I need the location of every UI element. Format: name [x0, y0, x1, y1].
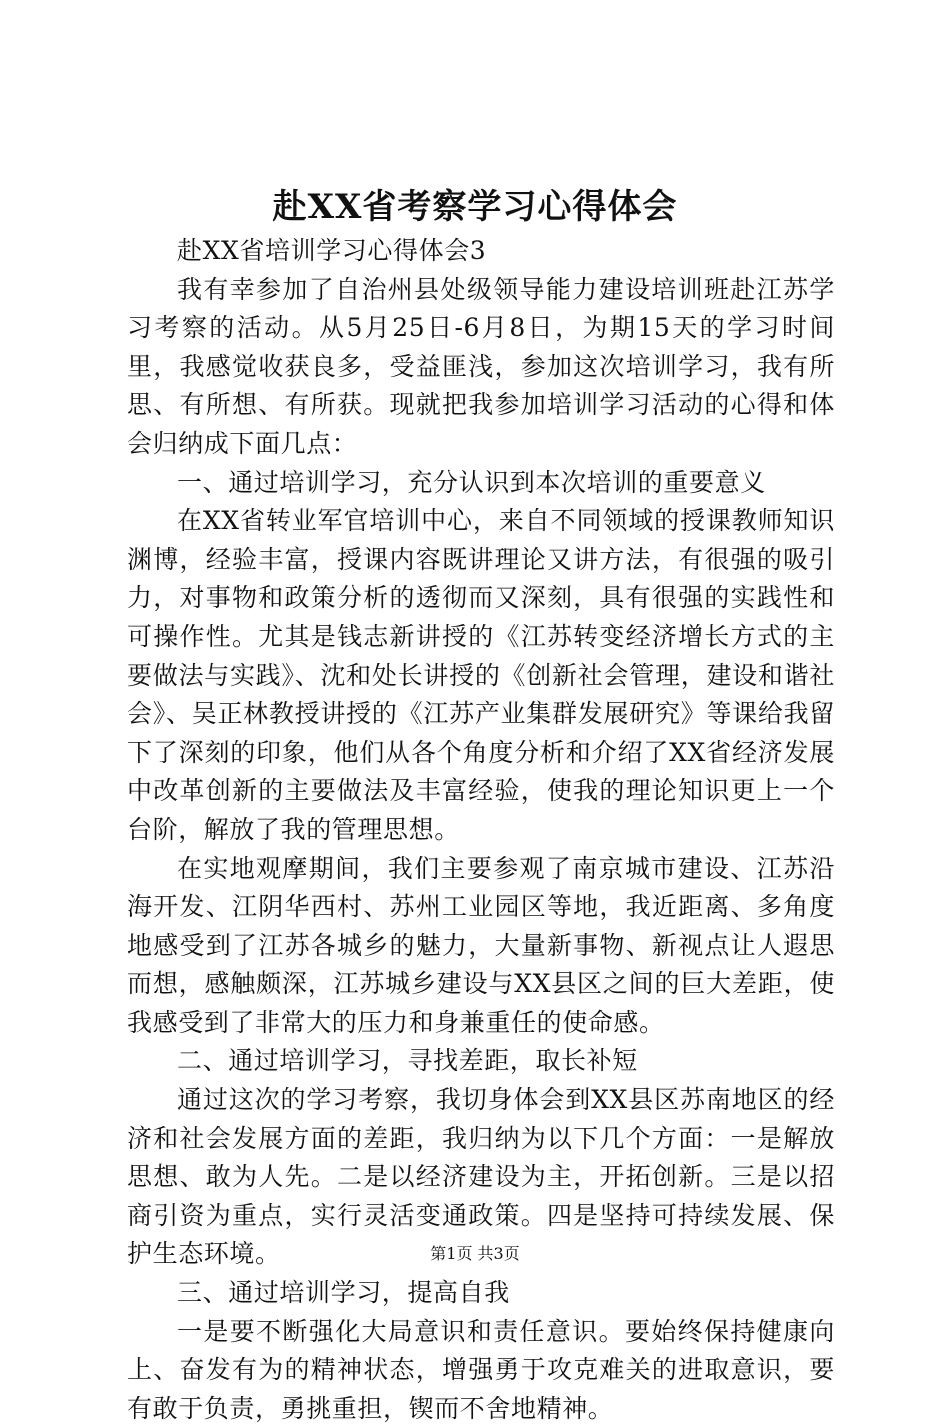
- body-paragraph: 在XX省转业军官培训中心，来自不同领域的授课教师知识渊博，经验丰富，授课内容既讲理论又讲方法，有很强的吸引力，对事物和政策分析的透彻而又深刻，具有很强的实践性和可操作性。尤其是钱志新讲授的《江苏转变经济增长方式的主要做法与实践》、沈和处长讲授的《创新社会管理，建设和谐社会》、吴正林教授讲授的《江苏产业集群发展研究》等课给我留下了深刻的印象，他们从各个角度分析和介绍了XX省经济发展中改革创新的主要做法及丰富经验，使我的理论知识更上一个台阶，解放了我的管理思想。: [127, 506, 835, 844]
- document-title: 赴XX省考察学习心得体会: [272, 187, 678, 227]
- body-paragraph: 在实地观摩期间，我们主要参观了南京城市建设、江苏沿海开发、江阴华西村、苏州工业园区等地，我近距离、多角度地感受到了江苏各城乡的魅力，大量新事物、新视点让人遐思而想，感触颇深，江苏城乡建设与XX县区之间的巨大差距，使我感受到了非常大的压力和身兼重任的使命感。: [127, 853, 835, 1037]
- subtitle-paragraph: 赴XX省培训学习心得体会3: [177, 236, 487, 265]
- section-heading-1: 一、通过培训学习，充分认识到本次培训的重要意义: [177, 467, 766, 497]
- body-paragraph: 通过这次的学习考察，我切身体会到XX县区苏南地区的经济和社会发展方面的差距，我归纳为以下几个方面：一是解放思想、敢为人先。二是以经济建设为主，开拓创新。三是以招商引资为重点，实行灵活变通政策。四是坚持可持续发展、保护生态环境。: [127, 1085, 835, 1269]
- body-paragraph: 一是要不断强化大局意识和责任意识。要始终保持健康向上、奋发有为的精神状态，增强勇于攻克难关的进取意识，要有敢于负责，勇挑重担，锲而不舍地精神。: [127, 1316, 835, 1423]
- section-heading-2: 二、通过培训学习，寻找差距，取长补短: [177, 1046, 638, 1076]
- page-number-footer: 第1页 共3页: [430, 1244, 520, 1263]
- section-heading-3: 三、通过培训学习，提高自我: [177, 1278, 510, 1308]
- intro-paragraph: 我有幸参加了自治州县处级领导能力建设培训班赴江苏学习考察的活动。从5月25日-6月8日，为期15天的学习时间里，我感觉收获良多，受益匪浅，参加这次培训学习，我有所思、有所想、有所获。现就把我参加培训学习活动的心得和体会归纳成下面几点：: [127, 274, 835, 458]
